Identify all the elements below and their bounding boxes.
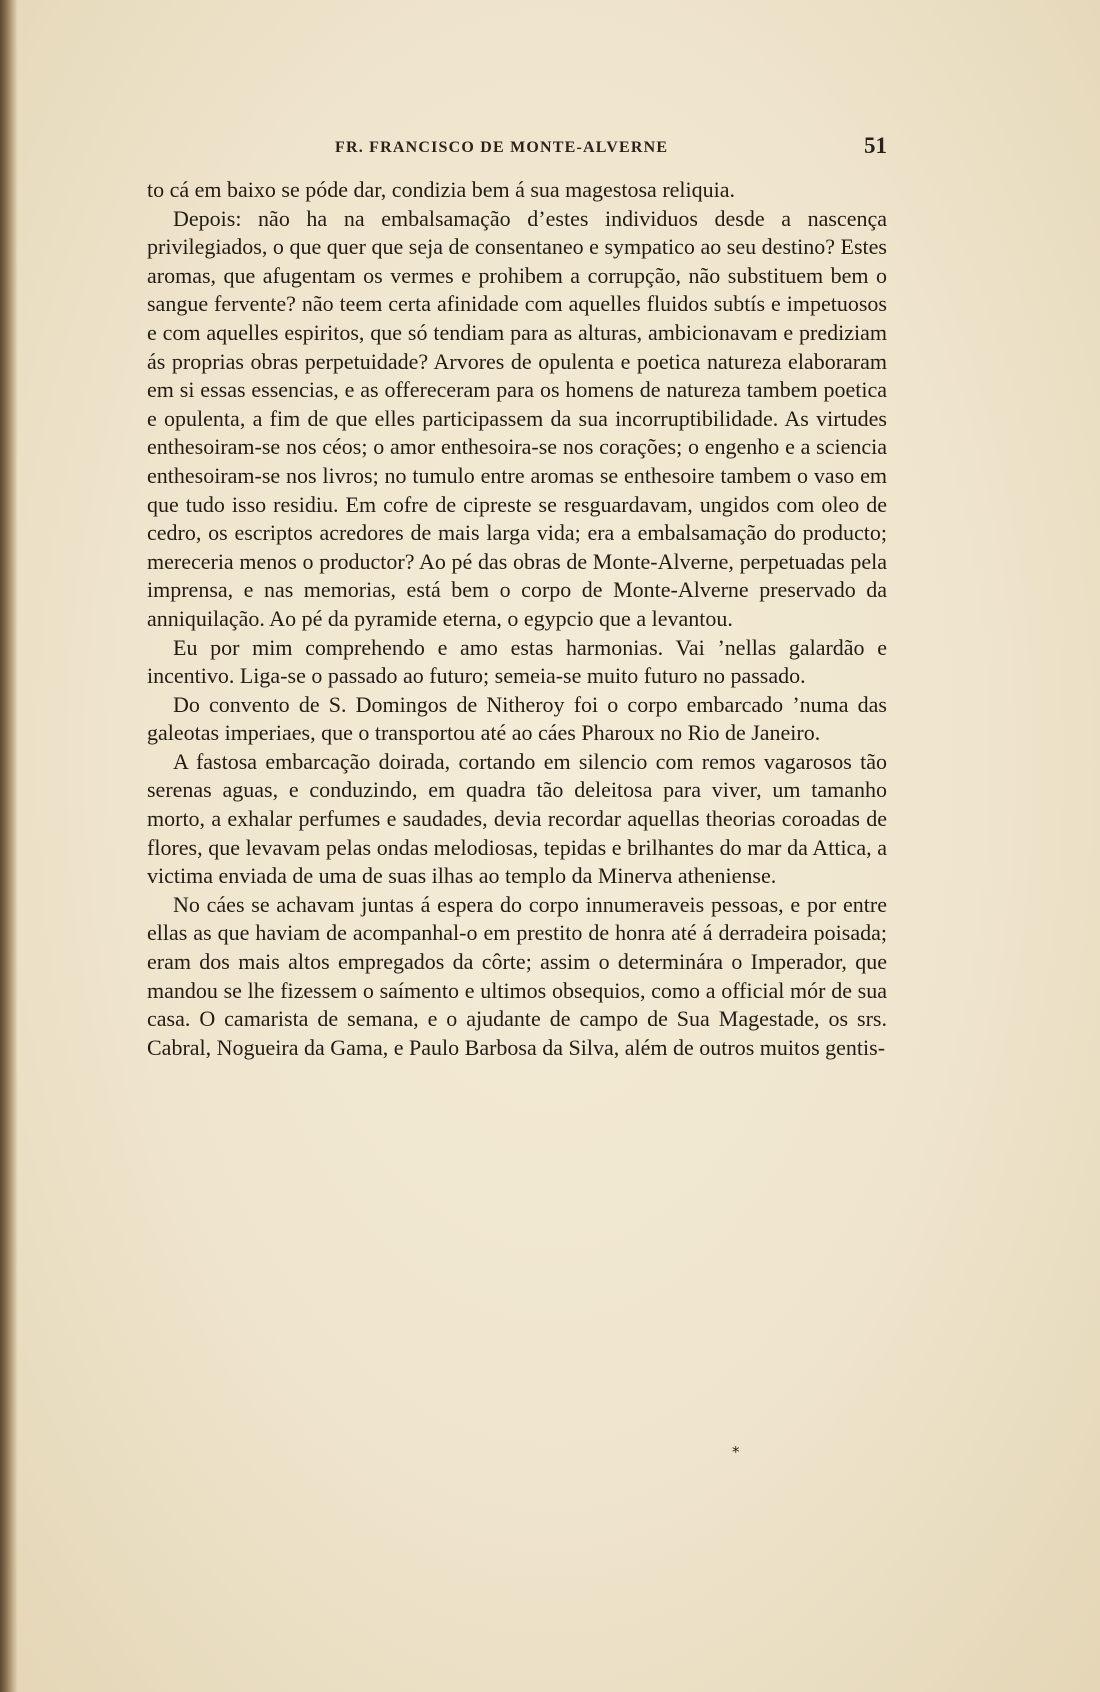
body-text [147,176,887,1062]
running-title: FR. FRANCISCO DE MONTE-ALVERNE [335,139,669,156]
paragraph-4: Do convento de S. Domingos de Nitheroy foi o corpo embarcado ’numa das galeotas imperiaes, que o transportou até ao cáes Pharoux no Rio de Janeiro. [147,691,887,746]
paragraph-5: A fastosa embarcação doirada, cortando em silencio com remos vagarosos tão serenas aguas, e conduzindo, em quadra tão deleitosa para viver, um tamanho morto, a exhalar perfumes e saudades, devia recordar aquellas theorias coroadas de flores, que levavam pelas ondas melodiosas, tepidas e brilhantes do mar da Attica, a victima enviada de uma de suas ilhas ao templo da Minerva atheniense. [147,748,887,889]
binding-edge [0,0,18,1692]
signature-mark: * [732,1443,740,1461]
paragraph-1: to cá em baixo se póde dar, condizia bem á sua magestosa reliquia. [147,177,736,202]
paragraph-6: No cáes se achavam juntas á espera do corpo innumeraveis pessoas, e por entre ellas as que haviam de acompanhal-o em prestito de honra até á derradeira poisada; eram dos mais altos empregados da côrte; assim o determinára o Imperador, que mandou se lhe fizessem o saímento e ultimos obsequios, como a official mór de sua casa. O camarista de semana, e o ajudante de campo de Sua Magestade, os srs. Cabral, Nogueira da Gama, e Paulo Barbosa da Silva, além de outros muitos gentis- [147,891,887,1060]
page-number: 51 [864,133,887,158]
running-head [145,133,887,165]
paragraph-3: Eu por mim comprehendo e amo estas harmonias. Vai ’nellas galardão e incentivo. Liga-se o passado ao futuro; semeia-se muito futuro no passado. [147,634,887,689]
paragraph-2: Depois: não ha na embalsamação d’estes individuos desde a nascença privilegiados, o que quer que seja de consentaneo e sympatico ao seu destino? Estes aromas, que afugentam os vermes e prohibem a corrupção, não substituem bem o sangue fervente? não teem certa afinidade com aquelles fluidos subtís e impetuosos e com aquelles espiritos, que só tendiam para as alturas, ambicionavam e prediziam ás proprias obras perpetuidade? Arvores de opulenta e poetica natureza elaboraram em si essas essencias, e as offereceram para os homens de natureza tambem poetica e opulenta, a fim de que elles participassem da sua incorruptibilidade. As virtudes enthesoiram-se nos céos; o amor enthesoira-se nos corações; o engenho e a sciencia enthesoiram-se nos livros; no tumulo entre aromas se enthesoire tambem o vaso em que tudo isso residiu. Em cofre de cipreste se resguardavam, ungidos com oleo de cedro, os escriptos acredores de mais larga vida; era a embalsamação do producto; mereceria menos o productor? Ao pé das obras de Monte-Alverne, perpetuadas pela imprensa, e nas memorias, está bem o corpo de Monte-Alverne preservado da anniquilação. Ao pé da pyramide eterna, o egypcio que a levantou. [147,205,887,631]
